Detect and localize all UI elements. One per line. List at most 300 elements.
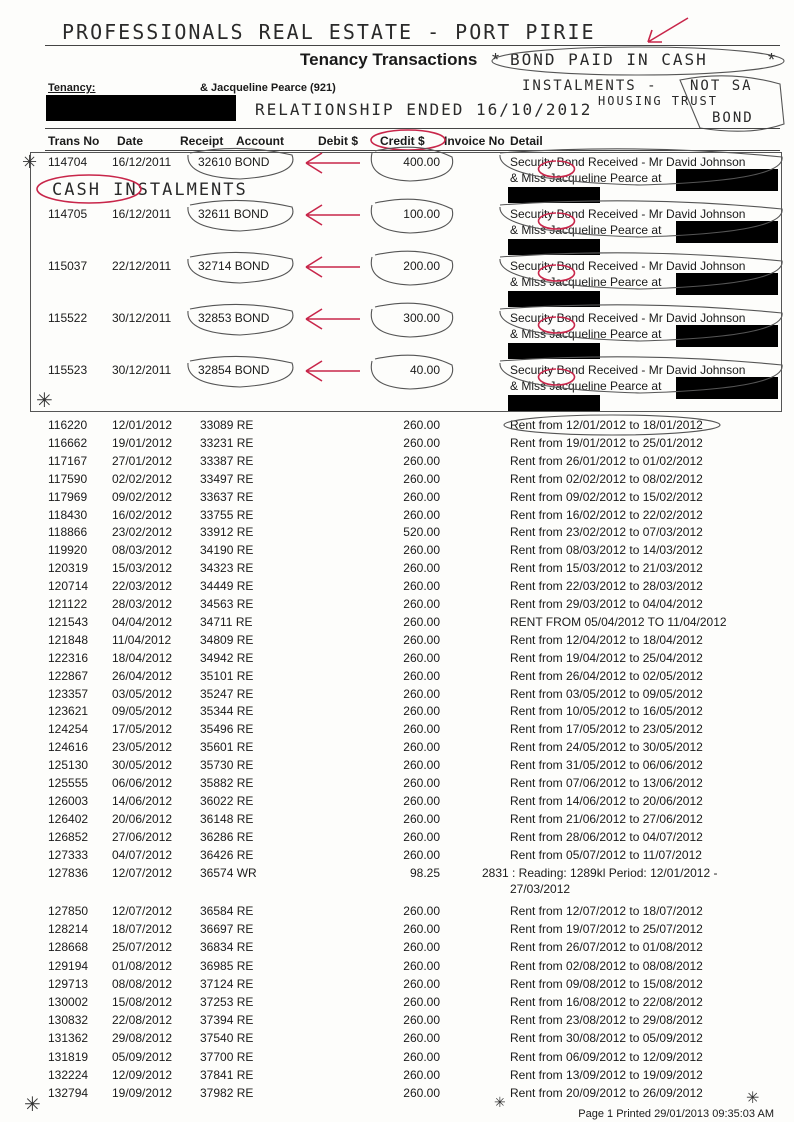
table-row bbox=[0, 866, 794, 882]
receipt-account bbox=[200, 848, 253, 862]
detail: : Reading: 1289kl Period: 12/01/2012 - bbox=[512, 866, 718, 880]
receipt-account bbox=[200, 940, 253, 954]
receipt: 34563 bbox=[200, 597, 234, 611]
detail: Rent from 26/07/2012 to 01/08/2012 bbox=[510, 940, 703, 955]
trans-no: 125555 bbox=[48, 776, 89, 790]
credit: 260.00 bbox=[403, 507, 440, 522]
receipt-account bbox=[200, 472, 253, 486]
trans-no: 131819 bbox=[48, 1049, 89, 1064]
table-row bbox=[0, 812, 794, 828]
bond-word-circle bbox=[539, 369, 575, 385]
credit: 260.00 bbox=[403, 489, 440, 504]
receipt: 36584 bbox=[200, 904, 234, 918]
receipt: 36148 bbox=[200, 811, 234, 826]
asterisk-icon: * bbox=[492, 50, 500, 70]
account: RE bbox=[236, 1013, 254, 1028]
credit: 260.00 bbox=[403, 793, 440, 808]
credit: 260.00 bbox=[403, 686, 440, 701]
trans-no: 122316 bbox=[48, 650, 89, 665]
date: 30/12/2011 bbox=[112, 311, 172, 325]
bond-word-circle bbox=[539, 265, 575, 281]
account: RE bbox=[236, 453, 254, 468]
row-annotations bbox=[0, 249, 794, 299]
receipt-account bbox=[200, 722, 253, 736]
detail-cont: & Miss Jacqueline Pearce at bbox=[510, 171, 662, 185]
trans-no: 130002 bbox=[48, 995, 89, 1009]
receipt-account bbox=[200, 776, 253, 790]
detail: Rent from 16/08/2012 to 22/08/2012 bbox=[510, 995, 703, 1009]
detail: Rent from 03/05/2012 to 09/05/2012 bbox=[510, 686, 703, 701]
receipt-account bbox=[200, 704, 253, 718]
trans-no: 123621 bbox=[48, 704, 89, 719]
receipt-account bbox=[200, 633, 253, 647]
date: 05/09/2012 bbox=[112, 1049, 173, 1064]
date: 23/05/2012 bbox=[112, 740, 173, 755]
receipt: 33497 bbox=[200, 471, 234, 486]
table-row bbox=[0, 651, 794, 667]
arrow-icon bbox=[640, 14, 690, 48]
row-annotations bbox=[0, 301, 794, 351]
table-row bbox=[0, 525, 794, 541]
account: RE bbox=[236, 1067, 254, 1082]
detail: Rent from 21/06/2012 to 27/06/2012 bbox=[510, 811, 703, 826]
detail: Security Bond Received - Mr David Johnson bbox=[510, 311, 746, 325]
table-row bbox=[0, 758, 794, 774]
detail: Rent from 15/03/2012 to 21/03/2012 bbox=[510, 561, 703, 576]
credit: 260.00 bbox=[403, 1086, 440, 1100]
table-row bbox=[0, 995, 794, 1011]
detail: Security Bond Received - Mr David Johnson bbox=[510, 363, 746, 377]
col-debit: Debit $ bbox=[318, 134, 359, 148]
date: 08/08/2012 bbox=[112, 976, 173, 991]
account: RE bbox=[236, 811, 254, 826]
detail: Rent from 28/06/2012 to 04/07/2012 bbox=[510, 829, 703, 844]
date: 12/09/2012 bbox=[112, 1067, 173, 1082]
detail: Rent from 02/02/2012 to 08/02/2012 bbox=[510, 471, 703, 486]
credit-oval bbox=[371, 147, 452, 181]
account: RE bbox=[236, 686, 254, 701]
asterisk-icon: ✳ bbox=[24, 1094, 41, 1116]
table-row bbox=[0, 454, 794, 470]
receipt: 36834 bbox=[200, 940, 234, 955]
bond-note: BOND bbox=[712, 110, 754, 126]
receipt-account bbox=[200, 1013, 253, 1027]
receipt: 35344 bbox=[200, 704, 234, 719]
receipt-account bbox=[200, 922, 253, 936]
account: RE bbox=[236, 847, 254, 862]
account: RE bbox=[236, 1086, 254, 1100]
detail: Security Bond Received - Mr David Johnson bbox=[510, 207, 746, 221]
credit: 260.00 bbox=[403, 940, 440, 955]
credit: 260.00 bbox=[403, 758, 440, 773]
detail: Rent from 14/06/2012 to 20/06/2012 bbox=[510, 793, 703, 808]
detail-oval bbox=[500, 357, 782, 393]
detail-oval bbox=[500, 253, 782, 289]
credit: 300.00 bbox=[403, 311, 440, 325]
arrow-icon bbox=[306, 153, 360, 173]
detail-cont: & Miss Jacqueline Pearce at bbox=[510, 223, 662, 237]
detail-cont: 27/03/2012 bbox=[510, 882, 571, 896]
table-row bbox=[0, 848, 794, 864]
detail: Rent from 29/03/2012 to 04/04/2012 bbox=[510, 597, 703, 611]
account: RE bbox=[236, 904, 254, 918]
account: BOND bbox=[234, 363, 270, 377]
trans-no: 114704 bbox=[48, 155, 88, 169]
credit: 260.00 bbox=[403, 922, 440, 937]
invoice-no: 2831 bbox=[482, 866, 509, 880]
bond-word-circle bbox=[539, 161, 575, 177]
detail: Rent from 19/01/2012 to 25/01/2012 bbox=[510, 435, 703, 450]
credit: 260.00 bbox=[403, 471, 440, 486]
bond-paid-cash-note: BOND PAID IN CASH bbox=[510, 50, 708, 69]
detail: Rent from 17/05/2012 to 23/05/2012 bbox=[510, 722, 703, 737]
receipt-account bbox=[200, 959, 253, 973]
receipt: 35247 bbox=[200, 686, 234, 701]
col-account: Account bbox=[236, 134, 284, 148]
detail: Rent from 10/05/2012 to 16/05/2012 bbox=[510, 704, 703, 719]
trans-no: 115037 bbox=[48, 259, 88, 273]
account: RE bbox=[236, 793, 254, 808]
date: 19/09/2012 bbox=[112, 1086, 173, 1100]
date: 12/07/2012 bbox=[112, 866, 173, 880]
receipt: 37540 bbox=[200, 1031, 234, 1046]
receipt-account bbox=[200, 830, 253, 844]
date: 20/06/2012 bbox=[112, 811, 173, 826]
trans-no: 123357 bbox=[48, 686, 89, 701]
receipt: 34190 bbox=[200, 543, 234, 558]
trans-no: 120319 bbox=[48, 561, 89, 576]
arrow-icon bbox=[306, 257, 360, 277]
receipt-account bbox=[200, 1050, 253, 1064]
account: WR bbox=[236, 866, 257, 880]
receipt-account bbox=[200, 687, 253, 701]
credit: 260.00 bbox=[403, 418, 440, 432]
detail: RENT FROM 05/04/2012 TO 11/04/2012 bbox=[510, 614, 727, 629]
credit: 260.00 bbox=[403, 958, 440, 973]
receipt-account bbox=[200, 454, 253, 468]
account: RE bbox=[236, 1049, 254, 1064]
arrow-icon bbox=[306, 309, 360, 329]
date: 06/06/2012 bbox=[112, 776, 173, 790]
table-row bbox=[0, 904, 794, 920]
receipt-oval bbox=[188, 356, 293, 387]
detail: Rent from 24/05/2012 to 30/05/2012 bbox=[510, 740, 703, 755]
detail: Rent from 12/01/2012 to 18/01/2012 bbox=[510, 418, 703, 432]
receipt: 32714 bbox=[198, 259, 232, 273]
asterisk-icon: ✳ bbox=[746, 1090, 760, 1107]
credit: 260.00 bbox=[403, 1031, 440, 1046]
trans-no: 119920 bbox=[48, 543, 88, 558]
credit: 260.00 bbox=[403, 668, 440, 683]
receipt: 32611 bbox=[198, 207, 231, 221]
trans-no: 116662 bbox=[48, 435, 88, 450]
detail: Rent from 12/04/2012 to 18/04/2012 bbox=[510, 632, 703, 647]
receipt-account bbox=[200, 977, 253, 991]
date: 22/12/2011 bbox=[112, 259, 172, 273]
account: RE bbox=[236, 525, 254, 540]
row-annotations bbox=[0, 145, 794, 195]
detail: Rent from 23/08/2012 to 29/08/2012 bbox=[510, 1013, 703, 1028]
account: RE bbox=[236, 740, 254, 755]
date: 12/07/2012 bbox=[112, 904, 173, 918]
table-row bbox=[0, 633, 794, 649]
col-invoice: Invoice No bbox=[444, 134, 505, 148]
date: 01/08/2012 bbox=[112, 958, 173, 973]
account: BOND bbox=[234, 259, 270, 273]
receipt: 33231 bbox=[200, 435, 234, 450]
table-row bbox=[0, 472, 794, 488]
detail: Rent from 26/04/2012 to 02/05/2012 bbox=[510, 668, 703, 683]
receipt-account bbox=[200, 651, 253, 665]
date: 18/07/2012 bbox=[112, 922, 173, 937]
receipt-account bbox=[200, 866, 257, 880]
trans-no: 127333 bbox=[48, 847, 89, 862]
account: RE bbox=[236, 561, 254, 576]
receipt: 36985 bbox=[200, 958, 234, 973]
account: RE bbox=[236, 722, 254, 737]
redacted-block bbox=[46, 95, 236, 121]
receipt-account bbox=[200, 669, 253, 683]
account: RE bbox=[236, 922, 254, 937]
date: 28/03/2012 bbox=[112, 597, 173, 611]
date: 15/08/2012 bbox=[112, 995, 173, 1009]
housing-trust-note: HOUSING TRUST bbox=[598, 94, 718, 108]
detail: Rent from 19/04/2012 to 25/04/2012 bbox=[510, 650, 703, 665]
receipt-account bbox=[200, 508, 253, 522]
table-row bbox=[0, 776, 794, 792]
table-row bbox=[0, 1013, 794, 1029]
detail-oval bbox=[500, 201, 782, 237]
detail: Rent from 30/08/2012 to 05/09/2012 bbox=[510, 1031, 703, 1046]
date: 30/12/2011 bbox=[112, 363, 172, 377]
credit: 520.00 bbox=[403, 525, 440, 540]
account: RE bbox=[236, 471, 254, 486]
account: RE bbox=[236, 940, 254, 955]
table-row bbox=[0, 1086, 794, 1102]
credit-oval bbox=[371, 303, 452, 337]
trans-no: 117969 bbox=[48, 489, 88, 504]
account: RE bbox=[236, 958, 254, 973]
receipt: 35882 bbox=[200, 776, 234, 790]
asterisk-icon: ✳ bbox=[494, 1094, 506, 1110]
receipt: 34809 bbox=[200, 632, 234, 647]
receipt: 33755 bbox=[200, 507, 234, 522]
account: RE bbox=[236, 632, 254, 647]
date: 11/04/2012 bbox=[112, 632, 172, 647]
credit: 260.00 bbox=[403, 740, 440, 755]
receipt-account bbox=[200, 597, 253, 611]
table-row bbox=[0, 922, 794, 938]
cash-instalments-note: CASH INSTALMENTS bbox=[52, 180, 248, 200]
bond-table-row bbox=[0, 363, 794, 413]
detail: Rent from 20/09/2012 to 26/09/2012 bbox=[510, 1086, 703, 1100]
detail: Rent from 23/02/2012 to 07/03/2012 bbox=[510, 525, 703, 540]
detail: Rent from 31/05/2012 to 06/06/2012 bbox=[510, 758, 703, 773]
trans-no: 116220 bbox=[48, 418, 88, 432]
credit: 98.25 bbox=[409, 866, 440, 880]
arrow-icon bbox=[306, 205, 360, 225]
trans-no: 127850 bbox=[48, 904, 89, 918]
detail: Rent from 26/01/2012 to 01/02/2012 bbox=[510, 453, 703, 468]
date: 30/05/2012 bbox=[112, 758, 173, 773]
trans-no: 118430 bbox=[48, 507, 88, 522]
trans-no: 114705 bbox=[48, 207, 88, 221]
table-row bbox=[0, 687, 794, 703]
date: 25/07/2012 bbox=[112, 940, 173, 955]
date: 22/03/2012 bbox=[112, 579, 173, 594]
instalments-note: INSTALMENTS - bbox=[522, 78, 658, 94]
credit-oval bbox=[371, 199, 452, 233]
table-row bbox=[0, 1068, 794, 1084]
receipt-account bbox=[200, 490, 253, 504]
trans-no: 128668 bbox=[48, 940, 89, 955]
credit: 260.00 bbox=[403, 597, 440, 611]
table-row bbox=[0, 830, 794, 846]
receipt-oval bbox=[188, 148, 293, 179]
detail: Rent from 07/06/2012 to 13/06/2012 bbox=[510, 776, 703, 790]
arrow-icon bbox=[306, 361, 360, 381]
receipt-account bbox=[200, 1031, 253, 1045]
trans-no: 117590 bbox=[48, 471, 88, 486]
receipt-account bbox=[200, 436, 253, 450]
account: RE bbox=[236, 829, 254, 844]
receipt: 35101 bbox=[200, 668, 234, 683]
account: BOND bbox=[233, 207, 269, 221]
credit: 260.00 bbox=[403, 579, 440, 594]
date: 29/08/2012 bbox=[112, 1031, 173, 1046]
credit: 260.00 bbox=[403, 1013, 440, 1028]
detail: Rent from 13/09/2012 to 19/09/2012 bbox=[510, 1067, 703, 1082]
table-row bbox=[0, 579, 794, 595]
account: RE bbox=[236, 758, 254, 773]
col-receipt: Receipt bbox=[180, 134, 224, 148]
account: BOND bbox=[234, 155, 270, 169]
detail-cont: & Miss Jacqueline Pearce at bbox=[510, 379, 662, 393]
credit: 100.00 bbox=[403, 207, 440, 221]
credit: 260.00 bbox=[403, 632, 440, 647]
asterisk-icon: ✳ bbox=[22, 152, 38, 172]
date: 04/04/2012 bbox=[112, 614, 173, 629]
credit: 260.00 bbox=[403, 904, 440, 918]
receipt: 35496 bbox=[200, 722, 234, 737]
receipt-account bbox=[200, 561, 253, 575]
credit: 260.00 bbox=[403, 811, 440, 826]
credit: 260.00 bbox=[403, 704, 440, 719]
detail-cont: & Miss Jacqueline Pearce at bbox=[510, 275, 662, 289]
trans-no: 129713 bbox=[48, 976, 89, 991]
account: RE bbox=[236, 1031, 254, 1046]
relationship-note: RELATIONSHIP ENDED 16/10/2012 bbox=[255, 100, 593, 119]
detail: Rent from 16/02/2012 to 22/02/2012 bbox=[510, 507, 703, 522]
table-row bbox=[0, 704, 794, 720]
detail: Rent from 12/07/2012 to 18/07/2012 bbox=[510, 904, 703, 918]
table-row bbox=[0, 740, 794, 756]
trans-no: 115522 bbox=[48, 311, 88, 325]
credit: 400.00 bbox=[403, 155, 440, 169]
receipt: 36697 bbox=[200, 922, 234, 937]
receipt: 32853 bbox=[198, 311, 232, 325]
trans-no: 124254 bbox=[48, 722, 89, 737]
receipt: 36286 bbox=[200, 829, 234, 844]
date: 12/01/2012 bbox=[112, 418, 173, 432]
receipt: 33637 bbox=[200, 489, 234, 504]
page-footer: Page 1 Printed 29/01/2013 09:35:03 AM bbox=[578, 1108, 774, 1120]
detail: Rent from 09/08/2012 to 15/08/2012 bbox=[510, 976, 703, 991]
receipt-oval bbox=[188, 200, 293, 231]
date: 23/02/2012 bbox=[112, 525, 173, 540]
table-row bbox=[0, 615, 794, 631]
receipt-account bbox=[200, 1068, 253, 1082]
receipt-oval bbox=[188, 252, 293, 283]
detail: Rent from 19/07/2012 to 25/07/2012 bbox=[510, 922, 703, 937]
detail: Rent from 06/09/2012 to 12/09/2012 bbox=[510, 1049, 703, 1064]
credit: 260.00 bbox=[403, 435, 440, 450]
trans-no: 117167 bbox=[48, 453, 88, 468]
receipt-account bbox=[200, 904, 253, 918]
account: RE bbox=[236, 435, 254, 450]
receipt: 33089 bbox=[200, 418, 234, 432]
date: 16/12/2011 bbox=[112, 155, 172, 169]
account: RE bbox=[236, 776, 254, 790]
not-sa-note: NOT SA bbox=[690, 78, 753, 94]
detail-oval bbox=[500, 149, 782, 185]
date: 09/02/2012 bbox=[112, 489, 173, 504]
date: 22/08/2012 bbox=[112, 1013, 173, 1028]
trans-no: 128214 bbox=[48, 922, 89, 937]
account: RE bbox=[236, 704, 254, 719]
receipt: 37982 bbox=[200, 1086, 234, 1100]
table-row bbox=[0, 508, 794, 524]
date: 27/06/2012 bbox=[112, 829, 173, 844]
receipt: 34449 bbox=[200, 579, 234, 594]
credit: 260.00 bbox=[403, 847, 440, 862]
receipt: 37841 bbox=[200, 1067, 234, 1082]
receipt: 32854 bbox=[198, 363, 232, 377]
receipt: 37253 bbox=[200, 995, 234, 1009]
credit: 260.00 bbox=[403, 976, 440, 991]
receipt: 32610 bbox=[198, 155, 232, 169]
trans-no: 127836 bbox=[48, 866, 89, 880]
date: 27/01/2012 bbox=[112, 453, 173, 468]
trans-no: 120714 bbox=[48, 579, 89, 594]
trans-no: 122867 bbox=[48, 668, 89, 683]
receipt-account bbox=[200, 740, 253, 754]
receipt-account bbox=[200, 812, 253, 826]
trans-no: 131362 bbox=[48, 1031, 89, 1046]
account: BOND bbox=[234, 311, 270, 325]
table-row bbox=[0, 722, 794, 738]
receipt: 34711 bbox=[200, 614, 233, 629]
date: 17/05/2012 bbox=[112, 722, 173, 737]
detail: Rent from 09/02/2012 to 15/02/2012 bbox=[510, 489, 703, 504]
credit: 260.00 bbox=[403, 650, 440, 665]
credit-oval bbox=[371, 355, 452, 389]
table-row bbox=[0, 597, 794, 613]
receipt-account bbox=[200, 579, 253, 593]
credit: 260.00 bbox=[403, 722, 440, 737]
date: 03/05/2012 bbox=[112, 686, 173, 701]
table-row bbox=[0, 543, 794, 559]
receipt-account bbox=[200, 525, 253, 539]
detail: Security Bond Received - Mr David Johnson bbox=[510, 259, 746, 273]
detail: Rent from 22/03/2012 to 28/03/2012 bbox=[510, 579, 703, 594]
date: 04/07/2012 bbox=[112, 847, 173, 862]
receipt-account bbox=[200, 794, 253, 808]
account: RE bbox=[236, 507, 254, 522]
asterisk-icon: ✳ bbox=[36, 390, 53, 412]
col-detail: Detail bbox=[510, 134, 543, 148]
trans-no: 124616 bbox=[48, 740, 89, 755]
